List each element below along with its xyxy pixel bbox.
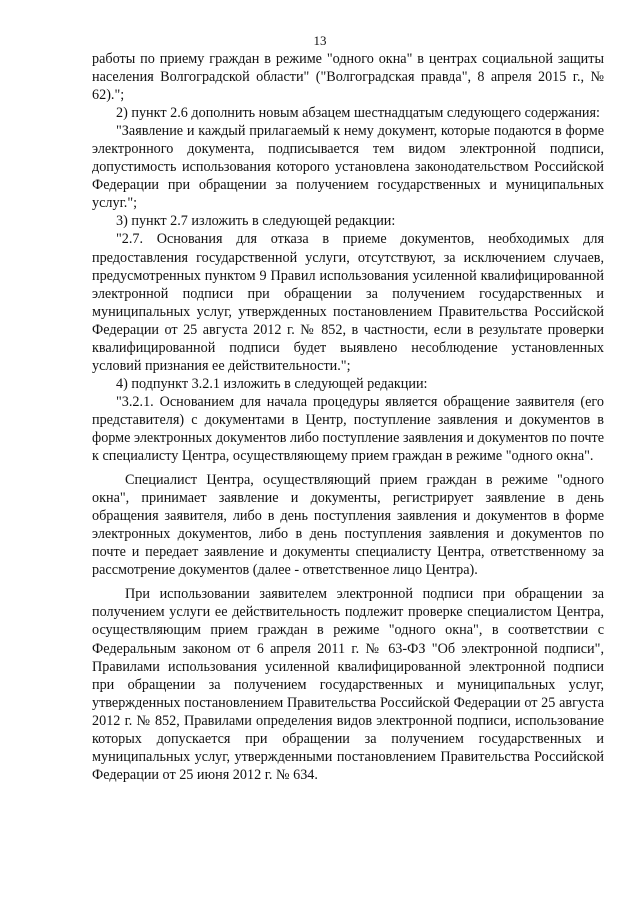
paragraph-specialist: Специалист Центра, осуществляющий прием граждан в режиме "одного окна", принимает заявление и документы, регистрирует заявление в день обращения заявителя, либо в день поступления заявления и документов в форме электронных документов, либо в день поступления заявления и документов по почте и передает заявление и документы специалисту Центра, ответственному за рассмотрение документов (далее - ответственное лицо Центра).	[92, 472, 604, 579]
document-body	[92, 50, 604, 784]
page-number: 13	[313, 33, 327, 48]
paragraph-quote-2-6: "Заявление и каждый прилагаемый к нему документ, которые подаются в форме электронного документа, подписывается тем видом электронной подписи, допустимость использования которого установлена законодательством Российской Федерации при обращении за получением государственных и муниципальных услуг.";	[92, 123, 604, 212]
paragraph-continuation: работы по приему граждан в режиме "одного окна" в центрах социальной защиты населения Волгоградской области" ("Волгоградская правда", 8 апреля 2015 г., № 62).";	[92, 51, 604, 104]
paragraph-quote-2-7: "2.7. Основания для отказа в приеме документов, необходимых для предоставления государственной услуги, отсутствуют, за исключением случаев, предусмотренных пунктом 9 Правил использования усиленной квалифицированной электронной подписи при обращении за получением государственных и муниципальных услуг, утвержденных постановлением Правительства Российской Федерации от 25 августа 2012 г. № 852, в частности, если в результате проверки квалифицированной подписи будет выявлено несоблюдение установленных условий признания ее действительности.";	[92, 231, 604, 374]
paragraph-item-4: 4) подпункт 3.2.1 изложить в следующей редакции:	[116, 375, 428, 392]
paragraph-item-3: 3) пункт 2.7 изложить в следующей редакции:	[116, 213, 396, 230]
paragraph-quote-3-2-1: "3.2.1. Основанием для начала процедуры является обращение заявителя (его представителя) с документами в Центр, поступление заявления и документов в форме электронных документов либо поступление заявления и документов по почте к специалисту Центра, осуществляющему прием граждан в режиме "одного окна".	[92, 393, 604, 465]
paragraph-item-2: 2) пункт 2.6 дополнить новым абзацем шестнадцатым следующего содержания:	[116, 105, 600, 122]
paragraph-electronic-signature: При использовании заявителем электронной подписи при обращении за получением услуги ее действительность подлежит проверке специалистом Центра, осуществляющим прием граждан в режиме "одного окна", в соответствии с Федеральным законом от 6 апреля 2011 г. № 63-ФЗ "Об электронной подписи", Правилами использования усиленной квалифицированной электронной подписи при обращении за получением государственных и муниципальных услуг, утвержденных постановлением Правительства Российской Федерации от 25 августа 2012 г. № 852, Правилами определения видов электронной подписи, использование которых допускается при обращении за получением государственных и муниципальных услуг, утвержденными постановлением Правительства Российской Федерации от 25 июня 2012 г. № 634.	[92, 586, 604, 783]
